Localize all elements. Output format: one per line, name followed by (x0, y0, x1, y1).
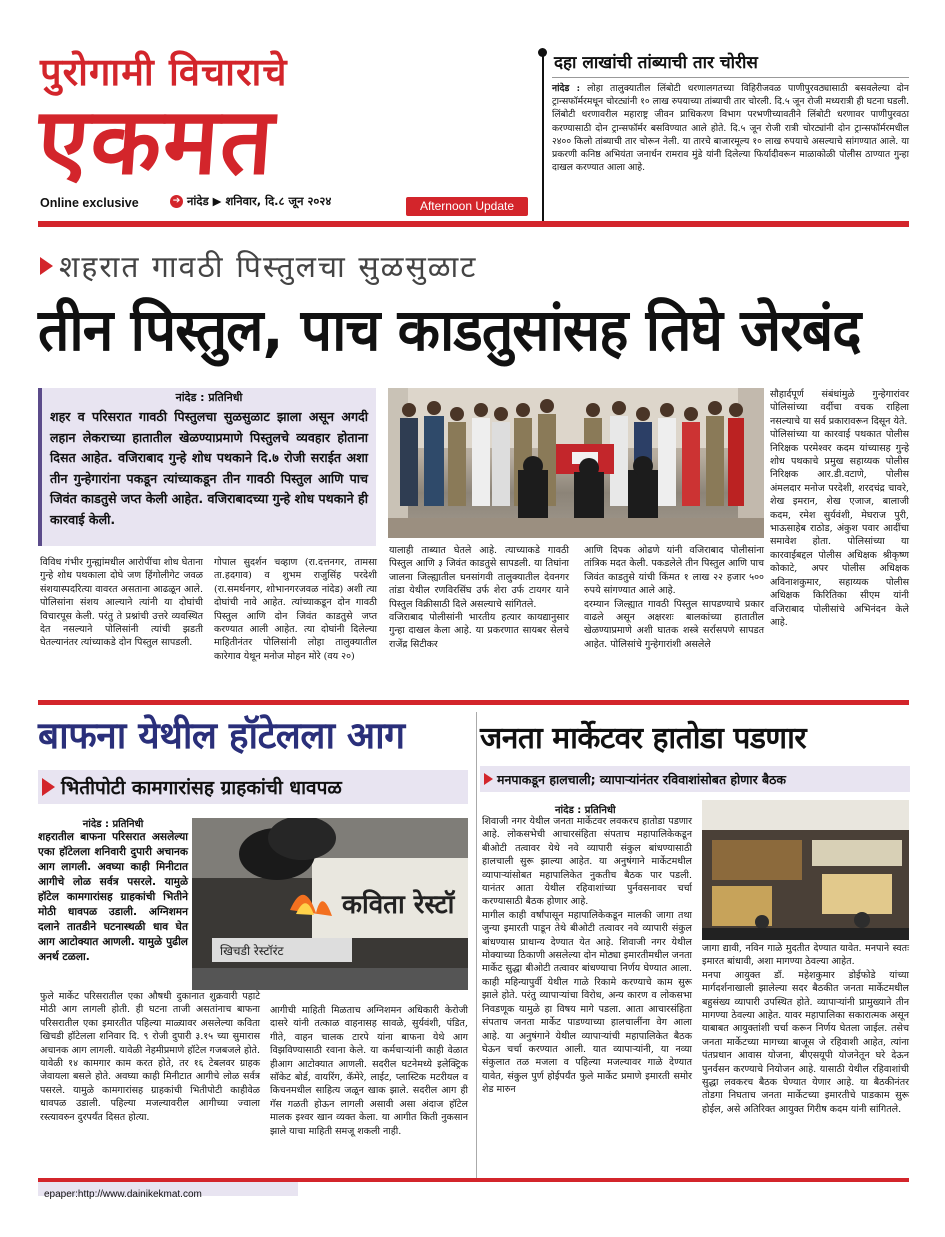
fire-summary-box (38, 816, 188, 976)
column-divider (476, 712, 477, 1178)
brief-text: लोहा तालुक्यातील लिंबोटी धरणालगतच्या विहिरीजवळ पाणीपुरवठ्यासाठी बसवलेल्या दोन ट्रान्सफॉर्मरमधून चोरट्यांनी १० लाख रुपयाच्या तांब्याची तार चोरली. दि.५ जून रोजी मध्यरात्री ही घटना घडली. लिंबोटी धरणावरील महाराष्ट्र जीवन प्राधिकरण विभाग परभणीच्यावतीने लिंबोटी धरणावर पाणीपुरवठा करण्यासाठी दोन ट्रान्सफॉर्मर बसविण्यात आले होते. दि.५ जून रोजी रात्री चोरट्यांनी दोन ट्रान्सफॉर्मरमधील २४०० किलो तांब्याची तार चोरून नेली. या तारचे बाजारमूल्य १० लाख रुपयाचे असल्याचे सांगण्यात आले. या प्रकरणी कनिष्ठ अभियंता जनार्धन रामराव मुंडे यांनी दिलेल्या फिर्यादीवरून माळाकोळी पोलीस ठाण्यात गुन्हा दाखल करण्यात आला आहे. (552, 83, 909, 174)
dateline (170, 194, 331, 209)
masthead-tagline: पुरोगामी विचाराचे (40, 50, 288, 94)
triangle-icon (42, 778, 55, 796)
market-kicker-box (480, 766, 910, 792)
section-red-rule (38, 700, 909, 705)
brief-title: दहा लाखांची तांब्याची तार चोरीस (554, 53, 758, 73)
lead-kicker (40, 245, 477, 286)
lead-col-5: सौहार्दपूर्ण संबंधांमुळे गुन्हेगारांवर पोलिसांच्या वर्दीचा वचक राहिला नसल्याचे या सर्व प्रकारावरून दिसून येते. पोलिसांच्या या कारवाई पथकात पोलीस निरिक्षक परमेश्वर कदम यांच्यासह गुन्हे शोध पथकाचे प्रमुख सहाय्यक पोलीस निरिक्षक आर.डी.वटाणे, पोलीस अंमलदार मनोज परदेशी, शरदचंद्र चावरे, शेख इमरान, शेख एजाज, बालाजी कदम, रमेश सुर्यवंशी, मेघराज पुरी, भाऊसाहेब राठोड, अंकुश पवार आदींचा समावेश होता. पोलिसांच्या या कारवाईबद्दल पोलीस अधिक्षक श्रीकृष्ण कोकाटे, अपर पोलीस अधिक्षक अविनाशकुमार, सहाय्यक पोलीस अधिक्षक किरितिका सीएम यांनी वजिराबाद पोलीसांचे अभिनंदन केले आहे. (770, 389, 909, 628)
lead-col-3: यालाही ताब्यात घेतले आहे. त्याच्याकडे गावठी पिस्तुल आणि ३ जिवंत काडतुसे सापडली. या तिघांना जालना जिल्ह्यातील घनसांगवी तालुक्यातील देवनगर तांडा येथील रणविरसिंघ उर्फ शेरा उर्फ टायगर याने पिस्तुल विक्रीसाठी दिले असल्याचे सांगितले. वजिराबाद पोलीसांनी भारतीय हत्यार कायद्यानुसार गुन्हा दाखल केला आहे. या प्रकरणात सायबर सेलचे राजेंद्र सिटीकर (389, 545, 569, 650)
market-building-image (702, 800, 909, 940)
market-byline: नांदेड : प्रतिनिधी (555, 805, 616, 816)
hotel-fire-image (192, 818, 468, 990)
svg-text:खिचडी रेस्टॉरंट: खिचडी रेस्टॉरंट (220, 944, 284, 958)
afternoon-update-label: Afternoon Update (419, 199, 515, 213)
market-photo (702, 800, 909, 940)
triangle-icon (40, 257, 53, 275)
fire-summary: शहरातील बाफना परिसरात असलेल्या एका हॉटेलला शनिवारी दुपारी अचानक आग लागली. अवघ्या काही मिनीटात आगीचे लोळ सर्वत्र पसरले. यामुळे हॉटेल कामगारांसह ग्राहकांची भितीने मोठी धावपळ उडाली. अग्निशमन दलाने तातडीने घटनास्थळी धाव घेत आग आटोक्यात आणली. यामुळे पुढील अनर्थ टळला. (38, 831, 188, 963)
lead-headline: तीन पिस्तुल, पाच काडतुसांसह तिघे जेरबंद (38, 296, 861, 364)
brief-rule-top (552, 77, 909, 78)
fire-byline: नांदेड : प्रतिनिधी (82, 819, 144, 830)
lead-kicker-text: शहरात गावठी पिस्तुलचा सुळसुळाट (59, 250, 478, 285)
afternoon-update-badge (406, 197, 528, 216)
fire-kicker: भितीपोटी कामगारांसह ग्राहकांची धावपळ (61, 777, 342, 799)
police-group-image (388, 388, 764, 538)
market-kicker: मनपाकडून हालचाली; व्यापाऱ्यांनंतर रविवाशांसोबत होणार बैठक (497, 771, 787, 787)
brief-rule (542, 56, 544, 222)
online-exclusive-label: Online exclusive (40, 196, 139, 210)
brief-body (552, 82, 909, 174)
market-headline: जनता मार्केटवर हातोडा पडणार (480, 721, 807, 756)
arrow-circle-icon: ➔ (170, 195, 183, 208)
masthead-red-rule (38, 221, 909, 227)
footer-epaper-link[interactable]: epaper:http://www.dainikekmat.com (44, 1189, 202, 1200)
brief-place: नांदेड : (552, 83, 581, 94)
dateline-text: नांदेड ▶ शनिवार, दि.८ जून २०२४ (187, 194, 332, 208)
footer-epaper-box (38, 1182, 298, 1200)
lead-col-1: विविध गंभीर गुन्ह्यांमधील आरोपींचा शोध घेताना गुन्हे शोध पथकाला दोघे जण हिंगोलीगेट जवळ संशयास्पदरित्या वावरत असताना आढळून आले. पोलिसांना संशय आल्याने त्यांनी या दोघांची विचारपूस केली. परंतु ते प्रश्नांची उत्तरे व्यवस्थित देत नसल्याने पोलिसांनी त्यांची झडती घेतल्यानंतर त्यांच्याकडे दोन पिस्तुल सापडली. (40, 557, 203, 649)
svg-text:कविता रेस्टॉ: कविता रेस्टॉ (342, 890, 455, 920)
triangle-icon (484, 773, 493, 785)
fire-col-2: आगीची माहिती मिळताच अग्निशमन अधिकारी केरोजी दासरे यांनी तत्काळ वाहनासह सावळे, सुर्यवंशी, पंडित, गीते, वाहन चालक टारपे यांना बाफना येथे आग विझविण्यासाठी रवाना केले. या कर्मचाऱ्यांनी काही वेळात हीआग आटोक्यात आणली. सदरील घटनेमध्ये इलेक्ट्रिक सॉकेट बोर्ड, वायरिंग, कॅमेरे, लाईट, प्लास्टिक मटरीयल व किचनमधील साहित्य जळून खाक झाले. सदरील आग ही गॅस गळती होऊन लागली असावी असा अंदाज हॉटेल मालक इश्वर खान व्यक्त केला. या आगीत किती नुकसान झाले याचा माहिती समजू शकली नाही. (270, 1005, 468, 1137)
lead-col-4: आणि दिपक ओढणे यांनी वजिराबाद पोलीसांना तांत्रिक मदत केली. पकडलेले तीन पिस्तुल आणि पाच जिवंत काडतुसे यांची किंमत १ लाख २२ हजार ५०० रुपये सांगण्यात आले आहे. दरम्यान जिल्ह्यात गावठी पिस्तुल सापडण्याचे प्रकार वाढले असून अक्षरशः बालकांच्या हातातील खेळण्याप्रमाणे अशी घातक शस्त्रे सर्रासपणे सापडत आहेत. पोलिसांचे गुन्हेगारांशी असलेले (584, 545, 764, 650)
fire-photo (192, 818, 468, 990)
masthead-logo: एकमत (34, 88, 279, 195)
fire-col-1: फुले मार्केट परिसरातील एका औषधी दुकानात शुक्रवारी पहाटे मोठी आग लागली होती. ही घटना ताजी असतांनाच बाफना परिसरातील एका इमारतीत पहिल्या माळ्यावर असलेल्या कविता खिचडी हॉटेलला शनिवार दि. ९ रोजी दुपारी ३.१५ च्या सुमारास अचानक आग लागली. यावेळी नेहमीप्रमाणे हॉटेल गजबजले होते. यावेळी १४ कामगार काम करत होते, तर १६ टेबलवर ग्राहक जेवायला बसले होते. अवघ्या काही मिनीटात आगीचे लोळ सर्वत्र पसरले. यामुळे कामगारांसह ग्राहकांची भितीपोटी काहीवेळ धावपळ उडाली. पहिल्या मजल्यावरील आगीच्या ज्वाला रस्त्यावरुन दुरपर्यंत दिसत होत्या. (40, 991, 260, 1123)
lead-summary-box (38, 388, 376, 546)
lead-photo (388, 388, 764, 538)
lead-col-2: गोपाल सुदर्शन चव्हाण (रा.दत्तनगर, तामसा ता.हदगाव) व शुभम राजुसिंह परदेशी (रा.समर्थनगर, शोभानगरजवळ नांदेड) अशी त्या दोघांची नावे आहेत. त्यांच्याकडून दोन गावठी पिस्तुल आणि दोन जिवंत काडतुसे जप्त करण्यात आली आहेत. त्या दोघांनी दिलेल्या माहितीनंतर पोलिसांनी लोहा तालुक्यातील कारेगाव येथून मनोज मोहन मोरे (वय २०) (214, 557, 377, 662)
lead-byline: नांदेड : प्रतिनिधी (175, 391, 243, 404)
fire-kicker-box (38, 770, 468, 804)
market-col-2: जागा द्यावी, नविन गाळे मुदतीत देण्यात यावेत. मनपाने स्वतः इमारत बांधावी, अशा मागण्या ठेवल्या आहेत. मनपा आयुक्त डॉ. महेशकुमार डोईफोडे यांच्या मार्गदर्शनाखाली झालेल्या सदर बैठकीत जनता मार्केटमधील बहुसंख्य व्यापारी उपस्थित होते. व्यापाऱ्यांनी प्रामुख्याने तीन मागण्या ठेवल्या आहेत. यावर महापालिका सकारात्मक असून याबाबत आयुक्तांशी चर्चा करून निर्णय घेतला जाईल. तसेच जनता मार्केटच्या मागच्या बाजूस जे रहिवाशी आहेत, त्यांना पंतप्रधान आवास योजना, बीएसयूपी योजनेतून घरे देऊन पुनर्वसन करण्याचे नियोजन आहे. यासाठी येथील रहिवाशांची सुद्धा लवकरच बैठक घेण्यात येणार आहे. या बैठकीनंतर तोडगा निघताच जनता मार्केटच्या इमारतीचे पाडकाम सुरू होईल, असे अतिरिक्त आयुक्त गिरीष कदम यांनी सांगितले. (702, 943, 909, 1115)
market-col-1: शिवाजी नगर येथील जनता मार्केटवर लवकरच हातोडा पडणार आहे. लोकसभेची आचारसंहिता संपताच महापालिकेकडून बीओटी तत्वावर येथे नवे व्यापारी संकुल बांधण्यासाठी हालचाली सुरू झाल्या आहेत. या अनुषंगाने मार्केटमधील व्यापाऱ्यांसोबत महापालिकेत नुकतीच बैठक पार पडली. यानंतर आता येथील रहिवाशांच्या पुर्नवसनावर चर्चा करण्यासाठी बैठक होणार आहे. मागील काही वर्षांपासून महापालिकेकडून मालकी जागा तथा जुन्या इमारती पाडून तेथे बीओटी तत्वावर नवे व्यापारी संकुल बांधण्यास प्राधान्य देण्यात येत आहे. शिवाजी नगर येथील मोक्याच्या ठिकाणी असलेल्या दोन मोठ्या इमारतीमधील जनता मार्केट सुद्धा बीओटी तत्वावर बांधण्याचा निर्णय घेण्यात आला. काही महिन्यापुर्वी येथील गाळे रिकामे करण्याचे काम सुरू झाले होते. परंतु व्यापाऱ्यांचा विरोध, अन्य कारण व लोकसभा निवडणूक यामुळे हा विषय मागे पडला. आता आचारसंहिता संपताच जनता मार्केट पाडण्याच्या हालचालींना वेग आला आहे. या अनुषंगाने येथील व्यापाऱ्यांची महापालिकेत बैठक घेऊन चर्चा करण्यात आली. यात व्यापाऱ्यांनी, या नव्या संकुलात तळ मजला व पहिल्या मजल्यावर गाळे देण्यात यावेत, संकुल पुर्ण होईपर्यंत फुले मार्केट प्रमाणे इमारती समोर शेड मारुन (482, 816, 692, 1096)
lead-summary: शहर व परिसरात गावठी पिस्तुलचा सुळसुळाट झाला असून अगदी लहान लेकराच्या हातातील खेळण्याप्रमाणे पिस्तुलचे व्यवहार होताना दिसत आहेत. वजिराबाद गुन्हे शोध पथकाने दि.७ रोजी सराईत अशा तीन गुन्हेगारांना पकडून त्यांच्याकडून तीन गावठी पिस्तुल आणि पाच जिवंत काडतुसे जप्त केली आहेत. वजिराबादच्या गुन्हे शोध पथकाने ही कारवाई केली. (50, 409, 368, 527)
fire-headline: बाफना येथील हॉटेलला आग (38, 714, 405, 757)
